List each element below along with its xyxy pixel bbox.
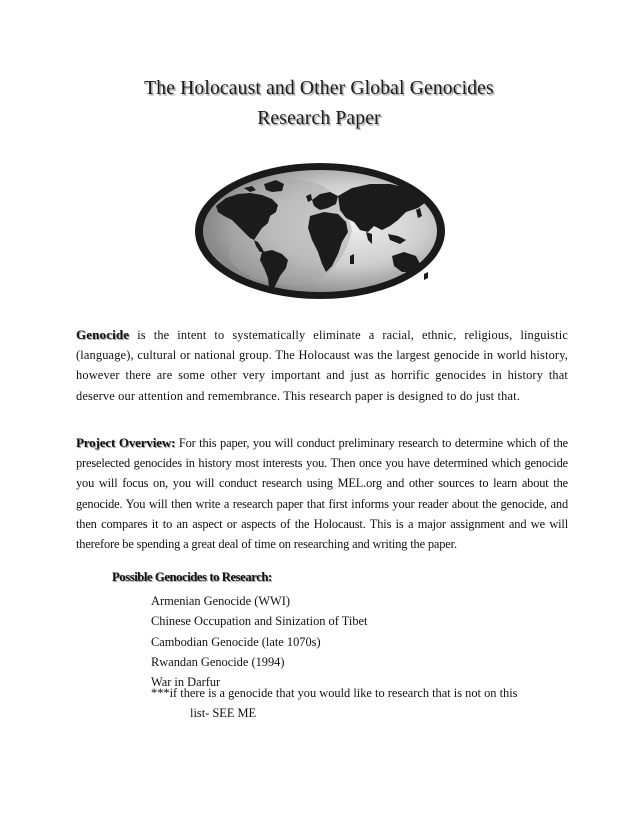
see-me-note: ***if there is a genocide that you would like to research that is not on this [151,686,518,700]
genocide-list [151,591,571,692]
list-item: Cambodian Genocide (late 1070s) [151,634,321,649]
document-subtitle: Research Paper [257,108,381,129]
list-item: War in Darfur [151,675,221,690]
document-title: The Holocaust and Other Global Genocides [144,78,494,99]
genocide-term: Genocide [76,327,130,342]
list-item: Chinese Occupation and Sinization of Tibet [151,614,368,629]
list-item: Armenian Genocide (WWI) [151,594,290,608]
project-overview-heading: Project Overview: [76,435,176,450]
list-item: Rwandan Genocide (1994) [151,654,285,669]
genocide-definition-text: is the intent to systematically eliminate a racial, ethnic, religious, linguistic (language), cultural or national group. The Holocaust was the largest genocide in world history, however there are some other very important and just as horrific genocides in history that deserve our attention and remembrance. This research paper is designed to do just that. [76,328,568,403]
see-me-note-continued: list- SEE ME [190,706,257,720]
project-overview-text: For this paper, you will conduct preliminary research to determine which of the preselected genocides in history most interests you. Then once you have determined which genocide you will focus on, you will conduct research using MEL.org and other sources to learn about the genocide. You will then write a research paper that first informs your reader about the genocide, and then compares it to an aspect or aspects of the Holocaust. This is a major assignment and we will therefore be spending a great deal of time on researching and writing the paper. [76,436,568,552]
project-overview-paragraph [76,433,568,554]
world-map-icon [192,160,448,302]
world-map-image [192,160,448,302]
genocide-definition-paragraph [76,325,568,406]
possible-genocides-heading: Possible Genocides to Research: [112,570,272,584]
